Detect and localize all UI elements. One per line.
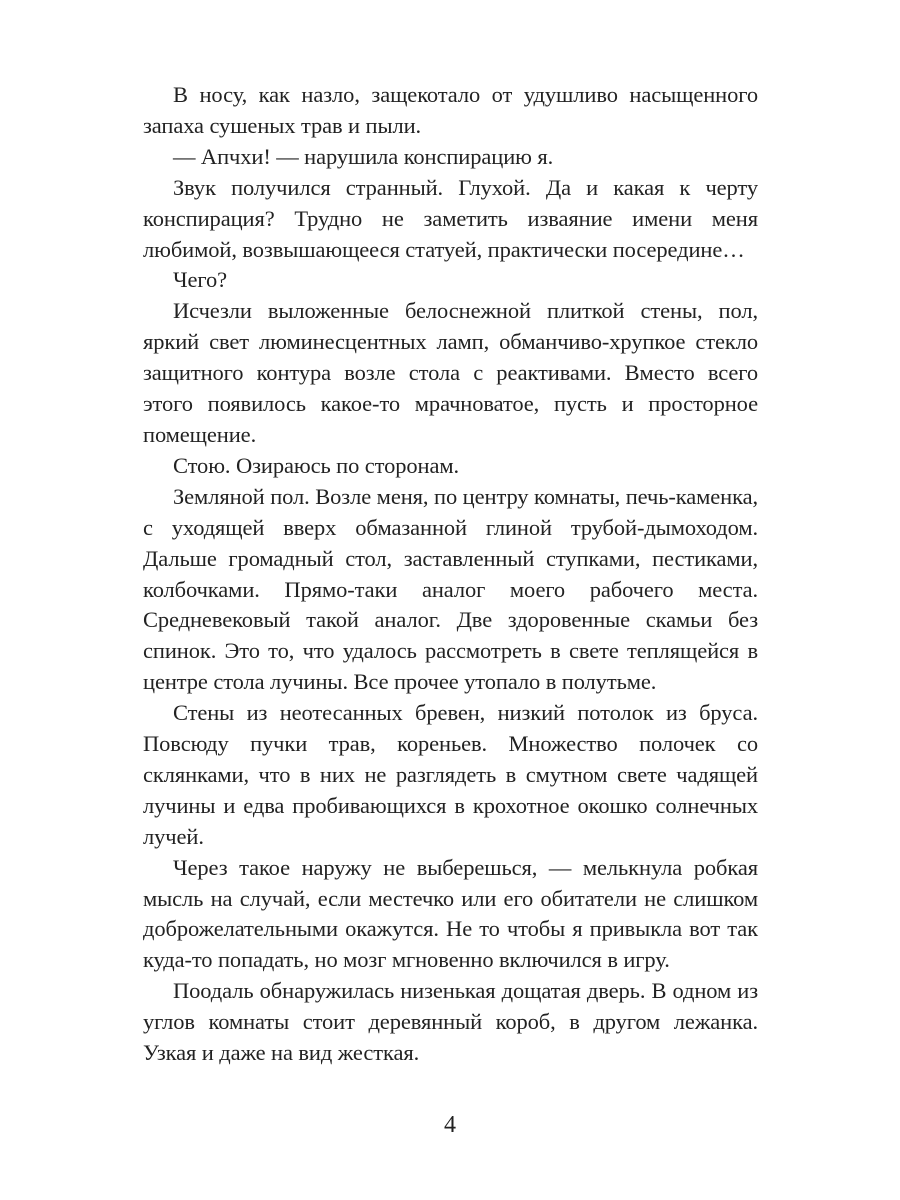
body-text [143, 80, 758, 1069]
paragraph: Стою. Озираюсь по сторонам. [173, 452, 460, 478]
page-number: 4 [444, 1112, 456, 1138]
paragraph: Исчезли выложенные белоснежной плиткой стены, пол, яркий свет люминесцентных ламп, обманчиво-хрупкое стекло защитного контура возле стола с реактивами. Вместо всего этого появилось какое-то мрачноватое, пусть и просторное помещение. [143, 298, 758, 447]
paragraph: Стены из неотесанных бревен, низкий потолок из бруса. Повсюду пучки трав, кореньев. Множество полочек со склянками, что в них не разглядеть в смутном свете чадящей лучины и едва пробивающихся в крохотное окошко солнечных лучей. [143, 700, 758, 849]
paragraph: Звук получился странный. Глухой. Да и какая к черту конспирация? Трудно не заметить изваяние имени меня любимой, возвышающееся статуей, практически посередине… [143, 174, 758, 262]
paragraph: Земляной пол. Возле меня, по центру комнаты, печь-каменка, с уходящей вверх обмазанной глиной трубой-дымоходом. Дальше громадный стол, заставленный ступками, пестиками, колбочками. Прямо-таки аналог моего рабочего места. Средневековый такой аналог. Две здоровенные скамьи без спинок. Это то, что удалось рассмотреть в свете теплящейся в центре стола лучины. Все прочее утопало в полутьме. [143, 483, 758, 695]
paragraph: — Апчхи! — нарушила конспирацию я. [173, 143, 554, 169]
paragraph: Чего? [173, 267, 228, 293]
paragraph: Поодаль обнаружилась низенькая дощатая дверь. В одном из углов комнаты стоит деревянный короб, в другом лежанка. Узкая и даже на вид жесткая. [143, 978, 758, 1066]
paragraph: Через такое наружу не выберешься, — мелькнула робкая мысль на случай, если местечко или его обитатели не слишком доброжелательными окажутся. Не то чтобы я привыкла вот так куда-то попадать, но мозг мгновенно включился в игру. [143, 854, 758, 973]
paragraph: В носу, как назло, защекотало от удушливо насыщенного запаха сушеных трав и пыли. [143, 82, 758, 138]
